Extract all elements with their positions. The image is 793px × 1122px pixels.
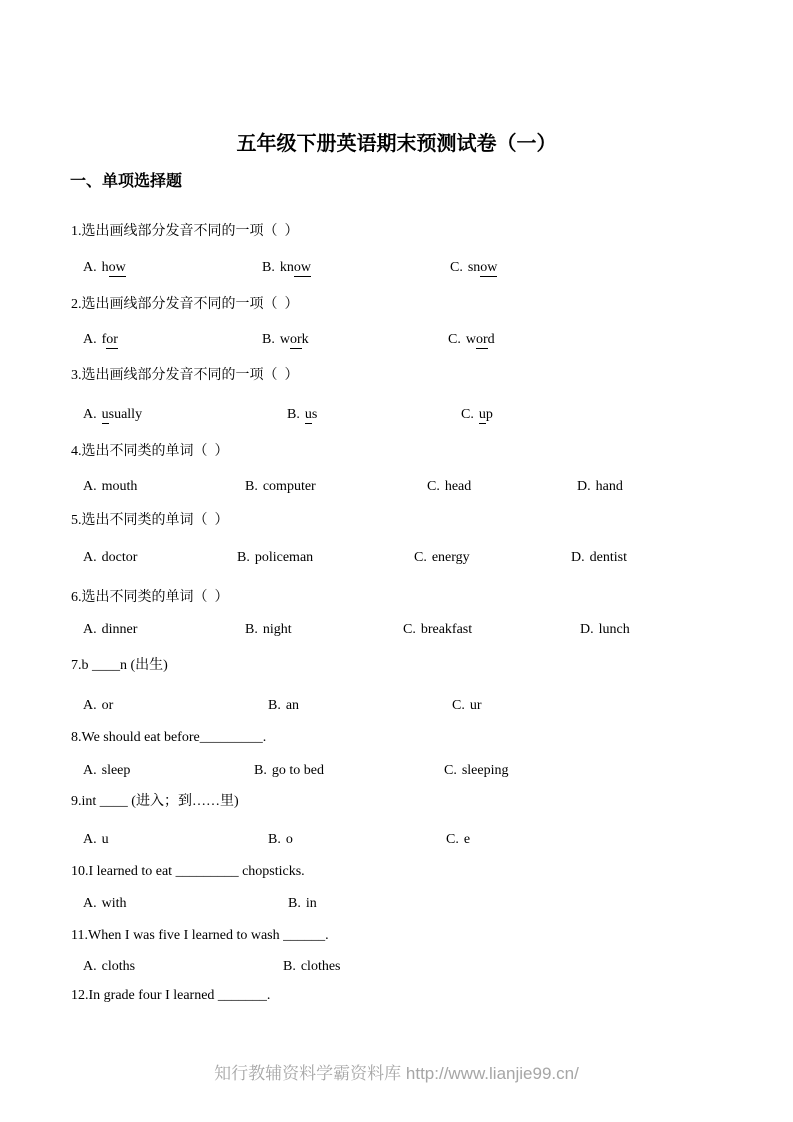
question-11-options [0, 957, 793, 977]
option-underlined-part: u [101, 407, 109, 422]
option-word-part: head [444, 479, 472, 494]
question-9-text: 9.int ____ (进入；到……里) [71, 794, 239, 809]
option-underlined-part: ow [480, 260, 498, 275]
option-word-part: sleep [101, 763, 131, 778]
option-word-part: u [101, 832, 109, 847]
option-word-part: sleeping [461, 763, 509, 778]
option-label: B. [262, 332, 275, 347]
option-label: C. [444, 763, 457, 778]
question-3-option-b [287, 405, 317, 424]
option-word-part: policeman [254, 550, 314, 565]
option-underlined-part: ow [293, 260, 311, 275]
option-word-part: o [285, 832, 293, 847]
question-8-text: 8.We should eat before_________. [71, 730, 267, 745]
question-10-option-b [288, 894, 317, 913]
question-9-options [0, 830, 793, 850]
option-label: A. [83, 896, 97, 911]
question-6-option-a [83, 620, 137, 639]
question-1-option-b [262, 258, 311, 277]
question-6-option-c [403, 620, 472, 639]
option-label: C. [403, 622, 416, 637]
question-9-option-a [83, 830, 109, 849]
question-7-option-a [83, 696, 113, 715]
question-4-option-c [427, 477, 471, 496]
question-7-option-b [268, 696, 299, 715]
question-7-option-c [452, 696, 482, 715]
option-word-part: in [305, 896, 317, 911]
option-label: D. [580, 622, 594, 637]
question-2-option-a [83, 330, 118, 349]
option-label: C. [450, 260, 463, 275]
option-word-part: night [262, 622, 292, 637]
option-word-part: ur [469, 698, 482, 713]
option-underlined-part: or [289, 332, 302, 347]
option-label: A. [83, 832, 97, 847]
option-word-part: or [101, 698, 114, 713]
option-word-part: mouth [101, 479, 138, 494]
option-word-part: h [101, 260, 109, 275]
question-5-option-c [414, 548, 470, 567]
option-label: A. [83, 959, 97, 974]
option-word-part: breakfast [420, 622, 473, 637]
option-label: B. [245, 622, 258, 637]
question-7-text: 7.b ____n (出生) [71, 658, 168, 673]
question-1-option-c [450, 258, 497, 277]
question-5-text: 5.选出不同类的单词（ ） [71, 513, 229, 528]
question-2-options [0, 330, 793, 350]
question-12-text: 12.In grade four I learned _______. [71, 988, 271, 1003]
option-label: B. [262, 260, 275, 275]
option-label: A. [83, 479, 97, 494]
option-label: B. [268, 698, 281, 713]
option-underlined-part: or [475, 332, 488, 347]
question-8-options [0, 761, 793, 781]
question-8-option-a [83, 761, 130, 780]
option-label: A. [83, 698, 97, 713]
question-9-option-c [446, 830, 470, 849]
option-word-part: p [485, 407, 493, 422]
option-word-part: kn [279, 260, 294, 275]
question-6-option-b [245, 620, 292, 639]
question-4-options [0, 477, 793, 497]
option-word-part: with [101, 896, 127, 911]
option-label: C. [452, 698, 465, 713]
question-8-option-b [254, 761, 324, 780]
question-6-options [0, 620, 793, 640]
page-title: 五年级下册英语期末预测试卷（一） [236, 133, 557, 155]
option-word-part: sually [108, 407, 143, 422]
option-word-part: w [465, 332, 476, 347]
option-label: B. [288, 896, 301, 911]
question-1-text: 1.选出画线部分发音不同的一项（ ） [71, 224, 299, 239]
option-label: B. [268, 832, 281, 847]
question-4-option-b [245, 477, 316, 496]
option-label: A. [83, 763, 97, 778]
question-2-option-b [262, 330, 309, 349]
option-word-part: d [487, 332, 495, 347]
option-label: B. [287, 407, 300, 422]
question-9-option-b [268, 830, 293, 849]
question-4-option-d [577, 477, 623, 496]
question-11-text: 11.When I was five I learned to wash ______. [71, 928, 329, 943]
option-label: A. [83, 550, 97, 565]
option-label: B. [245, 479, 258, 494]
option-word-part: doctor [101, 550, 138, 565]
question-6-option-d [580, 620, 630, 639]
question-11-option-a [83, 957, 135, 976]
question-3-option-a [83, 405, 142, 424]
option-label: A. [83, 332, 97, 347]
question-5-option-d [571, 548, 627, 567]
option-label: A. [83, 622, 97, 637]
question-1-options [0, 258, 793, 278]
option-label: B. [254, 763, 267, 778]
option-label: B. [283, 959, 296, 974]
option-underlined-part: u [478, 407, 486, 422]
question-2-option-c [448, 330, 495, 349]
option-label: D. [577, 479, 591, 494]
question-8-option-c [444, 761, 509, 780]
question-11-option-b [283, 957, 341, 976]
section-heading: 一、单项选择题 [70, 173, 183, 190]
option-word-part: dentist [589, 550, 627, 565]
question-5-option-b [237, 548, 313, 567]
question-6-text: 6.选出不同类的单词（ ） [71, 590, 229, 605]
option-word-part: hand [595, 479, 623, 494]
option-underlined-part: ow [108, 260, 126, 275]
question-3-text: 3.选出画线部分发音不同的一项（ ） [71, 368, 299, 383]
option-label: A. [83, 407, 97, 422]
option-word-part: energy [431, 550, 470, 565]
option-word-part: dinner [101, 622, 138, 637]
question-10-text: 10.I learned to eat _________ chopsticks. [71, 864, 305, 879]
option-underlined-part: u [304, 407, 312, 422]
option-word-part: f [101, 332, 107, 347]
option-word-part: computer [262, 479, 316, 494]
option-label: A. [83, 260, 97, 275]
option-label: C. [446, 832, 459, 847]
option-word-part: lunch [598, 622, 630, 637]
question-4-text: 4.选出不同类的单词（ ） [71, 444, 229, 459]
question-5-option-a [83, 548, 137, 567]
question-5-options [0, 548, 793, 568]
question-2-text: 2.选出画线部分发音不同的一项（ ） [71, 297, 299, 312]
option-word-part: k [301, 332, 309, 347]
option-label: C. [427, 479, 440, 494]
option-word-part: e [463, 832, 471, 847]
question-4-option-a [83, 477, 137, 496]
question-3-option-c [461, 405, 493, 424]
option-label: C. [414, 550, 427, 565]
option-label: C. [461, 407, 474, 422]
option-label: D. [571, 550, 585, 565]
option-label: B. [237, 550, 250, 565]
question-10-option-a [83, 894, 127, 913]
option-label: C. [448, 332, 461, 347]
question-1-option-a [83, 258, 126, 277]
option-word-part: an [285, 698, 300, 713]
option-underlined-part: or [106, 332, 118, 347]
option-word-part: s [311, 407, 318, 422]
option-word-part: go to bed [271, 763, 324, 778]
question-10-options [0, 894, 793, 914]
option-word-part: cloths [101, 959, 136, 974]
option-word-part: w [279, 332, 290, 347]
option-word-part: sn [467, 260, 481, 275]
question-7-options [0, 696, 793, 716]
option-word-part: clothes [300, 959, 341, 974]
question-3-options [0, 405, 793, 425]
footer-watermark: 知行教辅资料学霸资料库 http://www.lianjie99.cn/ [214, 1064, 579, 1083]
